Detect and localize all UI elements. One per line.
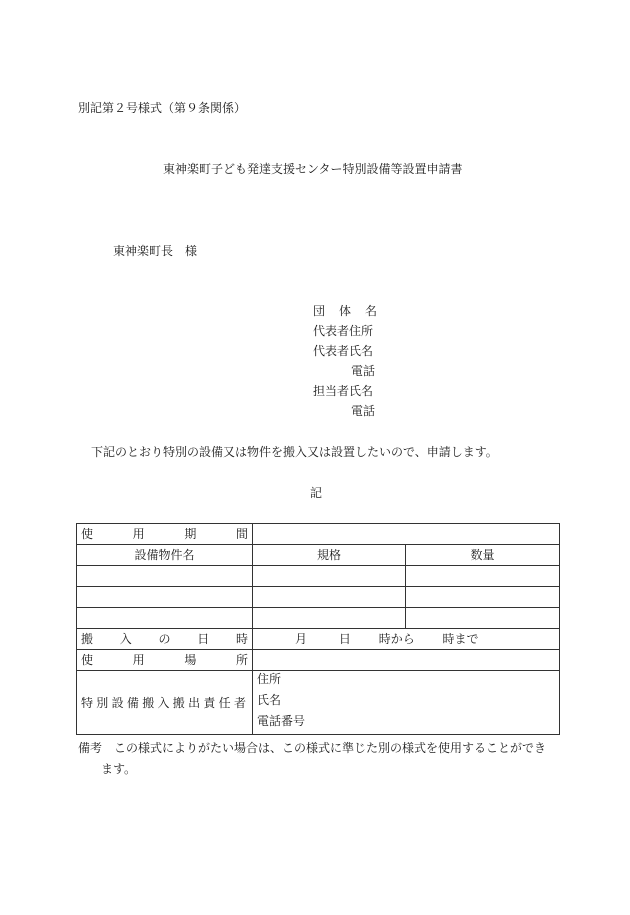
label-char: 用 bbox=[132, 527, 145, 541]
document-title: 東神楽町子ども発達支援センター特別設備等設置申請書 bbox=[163, 162, 463, 176]
spec-cell[interactable] bbox=[253, 587, 406, 608]
label-char: 期 bbox=[184, 527, 197, 541]
label-char: 搬 bbox=[172, 695, 185, 710]
label-char: 設 bbox=[111, 695, 124, 710]
quantity-cell[interactable] bbox=[406, 566, 560, 587]
item-row bbox=[77, 608, 560, 629]
period-value-cell[interactable] bbox=[253, 524, 560, 545]
label-char: 入 bbox=[119, 632, 132, 646]
label-char: 所 bbox=[235, 653, 248, 667]
label-char: 別 bbox=[96, 695, 109, 710]
label-char: 入 bbox=[157, 695, 170, 710]
period-row bbox=[77, 524, 560, 545]
label-char: 日 bbox=[197, 632, 210, 646]
label-char: 使 bbox=[81, 653, 94, 667]
org-name-char: 名 bbox=[364, 304, 377, 318]
quantity-cell[interactable] bbox=[406, 608, 560, 629]
label-char: 用 bbox=[132, 653, 145, 667]
ki-heading: 記 bbox=[310, 486, 323, 500]
item-row bbox=[77, 566, 560, 587]
phone-number-label: 電話番号 bbox=[257, 714, 306, 728]
phone-label: 電話 bbox=[350, 364, 375, 378]
item-name-cell[interactable] bbox=[77, 608, 253, 629]
org-name-label bbox=[313, 305, 377, 325]
rep-name-label: 代表者氏名 bbox=[313, 344, 374, 358]
addressee: 東神楽町長 様 bbox=[113, 244, 198, 258]
label-char: 搬 bbox=[81, 632, 94, 646]
label-char: 搬 bbox=[142, 695, 155, 710]
name-label: 氏名 bbox=[257, 693, 282, 707]
spec-cell[interactable] bbox=[253, 608, 406, 629]
quantity-header: 数量 bbox=[406, 545, 560, 566]
form-reference: 別記第２号様式（第９条関係） bbox=[78, 101, 247, 115]
label-char: 責 bbox=[203, 695, 216, 710]
org-name-char: 団 bbox=[313, 304, 326, 318]
place-label bbox=[77, 650, 253, 671]
spec-header: 規格 bbox=[253, 545, 406, 566]
move-in-label bbox=[77, 629, 253, 650]
item-name-cell[interactable] bbox=[77, 587, 253, 608]
spec-cell[interactable] bbox=[253, 566, 406, 587]
responsible-label bbox=[77, 671, 253, 735]
org-name-char: 体 bbox=[338, 304, 351, 318]
move-in-datetime-cell[interactable] bbox=[253, 629, 560, 650]
intro-paragraph: 下記のとおり特別の設備又は物件を搬入又は設置したいので、申請します。 bbox=[91, 445, 498, 459]
place-value-cell[interactable] bbox=[253, 650, 560, 671]
label-char: 者 bbox=[233, 695, 246, 710]
label-char: 備 bbox=[126, 695, 139, 710]
applicant-block bbox=[313, 305, 377, 425]
label-char: 特 bbox=[81, 695, 94, 710]
place-row bbox=[77, 650, 560, 671]
note-continuation: ます。 bbox=[101, 762, 137, 776]
day-label: 日 bbox=[338, 632, 351, 646]
responsible-info-cell[interactable] bbox=[253, 671, 560, 735]
label-char: 場 bbox=[184, 653, 197, 667]
note-text: この様式によりがたい場合は、この様式に準じた別の様式を使用することができ bbox=[114, 741, 547, 755]
item-name-header: 設備物件名 bbox=[77, 545, 253, 566]
label-char: の bbox=[158, 632, 171, 646]
move-in-row bbox=[77, 629, 560, 650]
from-hour-label: 時から bbox=[378, 632, 415, 646]
period-label bbox=[77, 524, 253, 545]
label-char: 使 bbox=[81, 527, 94, 541]
responsible-row bbox=[77, 671, 560, 735]
quantity-cell[interactable] bbox=[406, 587, 560, 608]
staff-name-label: 担当者氏名 bbox=[313, 384, 374, 398]
to-hour-label: 時まで bbox=[442, 632, 479, 646]
items-header-row bbox=[77, 545, 560, 566]
address-label: 住所 bbox=[257, 672, 282, 686]
label-char: 出 bbox=[188, 695, 201, 710]
label-char: 任 bbox=[218, 695, 231, 710]
label-char: 時 bbox=[235, 632, 248, 646]
item-name-cell[interactable] bbox=[77, 566, 253, 587]
month-label: 月 bbox=[295, 632, 308, 646]
label-char: 間 bbox=[235, 527, 248, 541]
application-table bbox=[76, 523, 560, 735]
item-row bbox=[77, 587, 560, 608]
phone-label: 電話 bbox=[350, 404, 375, 418]
note-label: 備考 bbox=[78, 741, 103, 755]
rep-address-label: 代表者住所 bbox=[313, 324, 374, 338]
